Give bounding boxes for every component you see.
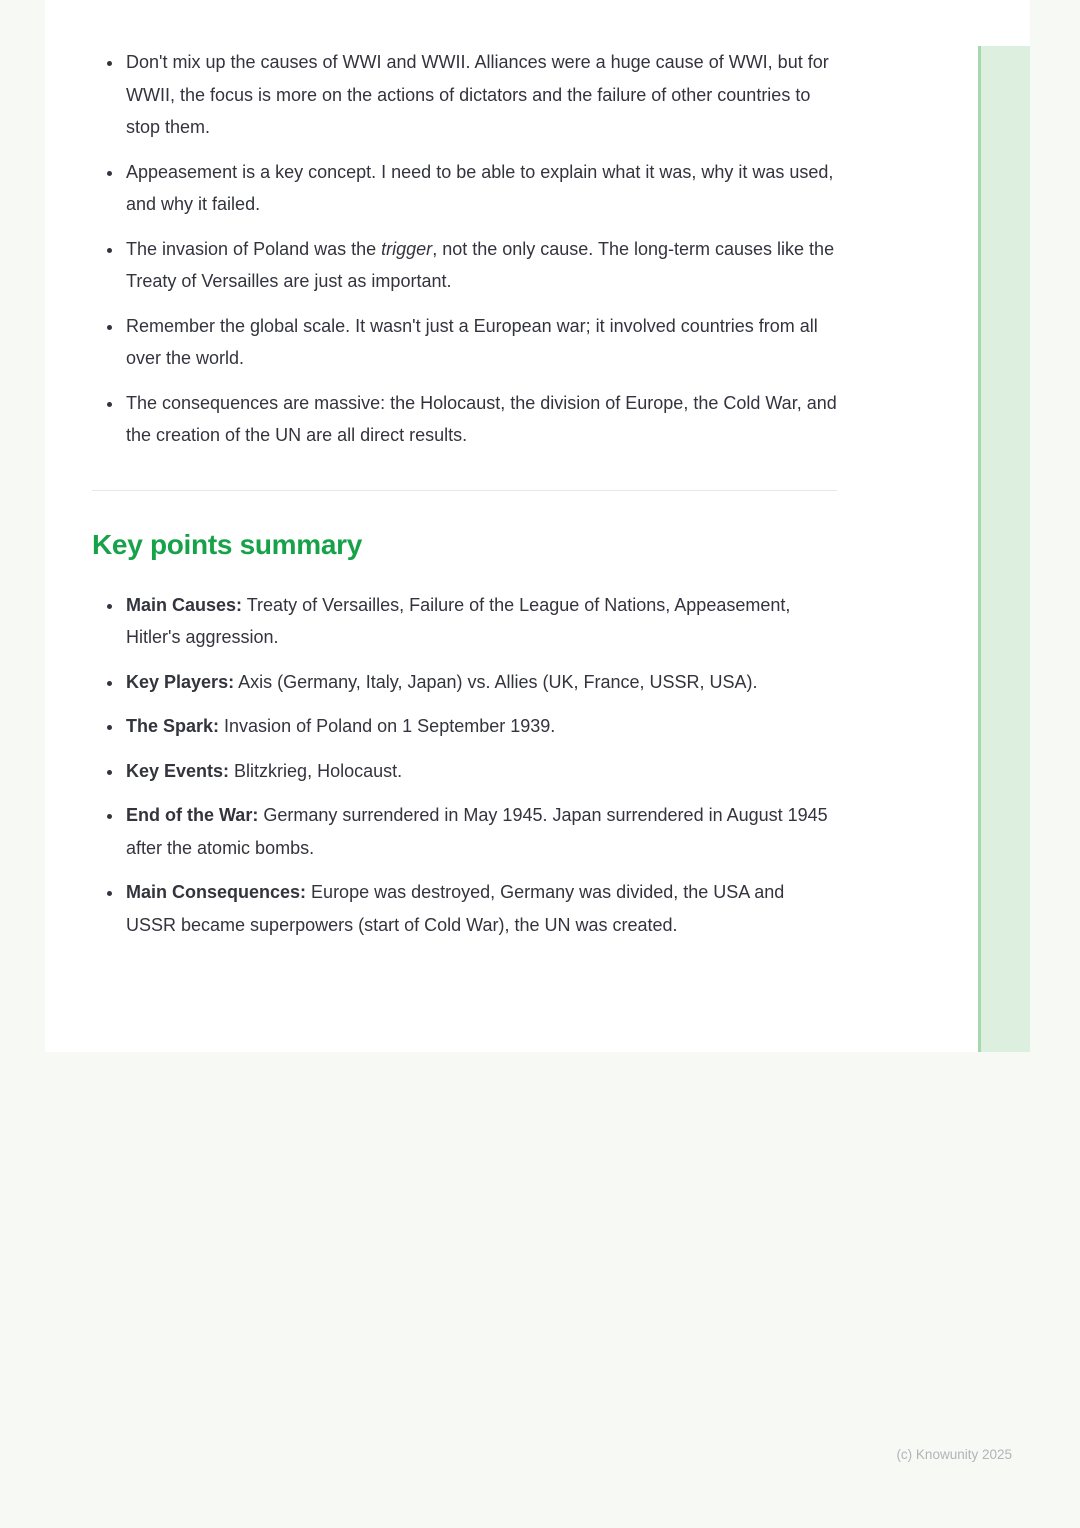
note-text-italic: trigger bbox=[381, 238, 433, 259]
note-text: , not the only cause. The long-term causes like the Treaty of Versailles are just as important. bbox=[126, 238, 835, 291]
footer-copyright: (c) Knowunity 2025 bbox=[896, 1447, 1012, 1462]
summary-item: • Key Players: Axis (Germany, Italy, Japan) vs. Allies (UK, France, USSR, USA). bbox=[124, 666, 837, 699]
summary-item: • Key Events: Blitzkrieg, Holocaust. bbox=[124, 755, 837, 788]
summary-item: • End of the War: Germany surrendered in May 1945. Japan surrendered in August 1945 after the atomic bombs. bbox=[124, 799, 837, 864]
summary-item-label: The Spark: bbox=[126, 716, 220, 736]
note-item bbox=[124, 233, 837, 298]
decorative-green-stripe bbox=[978, 46, 1030, 1052]
summary-item: • Main Causes: Treaty of Versailles, Failure of the League of Nations, Appeasement, Hitler's aggression. bbox=[124, 589, 837, 654]
study-notes-list bbox=[92, 46, 837, 452]
note-text: The consequences are massive: the Holocaust, the division of Europe, the Cold War, and the creation of the UN are all direct results. bbox=[126, 392, 837, 445]
note-text: Remember the global scale. It wasn't just a European war; it involved countries from all over the world. bbox=[126, 315, 818, 368]
note-item bbox=[124, 310, 837, 375]
summary-item-label: End of the War: bbox=[126, 805, 259, 825]
note-text: The invasion of Poland was the bbox=[126, 238, 382, 259]
summary-heading: Key points summary bbox=[92, 528, 363, 560]
summary-item-label: Key Players: bbox=[126, 671, 235, 692]
note-text: Don't mix up the causes of WWI and WWII. Alliances were a huge cause of WWI, but for WWII, the focus is more on the actions of dictators and the failure of other countries to stop them. bbox=[126, 52, 829, 137]
note-item bbox=[124, 387, 837, 452]
summary-item-label: Main Causes: bbox=[126, 594, 243, 615]
note-text: Appeasement is a key concept. I need to be able to explain what it was, why it was used, and why it failed. bbox=[126, 161, 834, 214]
summary-list bbox=[92, 589, 837, 942]
summary-item-label: Main Consequences: bbox=[126, 882, 307, 902]
summary-item: • The Spark: Invasion of Poland on 1 September 1939. bbox=[124, 710, 837, 743]
section-divider bbox=[92, 490, 837, 491]
note-item bbox=[124, 156, 837, 221]
note-item bbox=[124, 46, 837, 144]
notes-card bbox=[45, 0, 1030, 1052]
card-content bbox=[92, 46, 837, 941]
summary-item: • Main Consequences: Europe was destroyed, Germany was divided, the USA and USSR became superpowers (start of Cold War), the UN was created. bbox=[124, 876, 837, 941]
summary-item-label: Key Events: bbox=[126, 760, 230, 781]
